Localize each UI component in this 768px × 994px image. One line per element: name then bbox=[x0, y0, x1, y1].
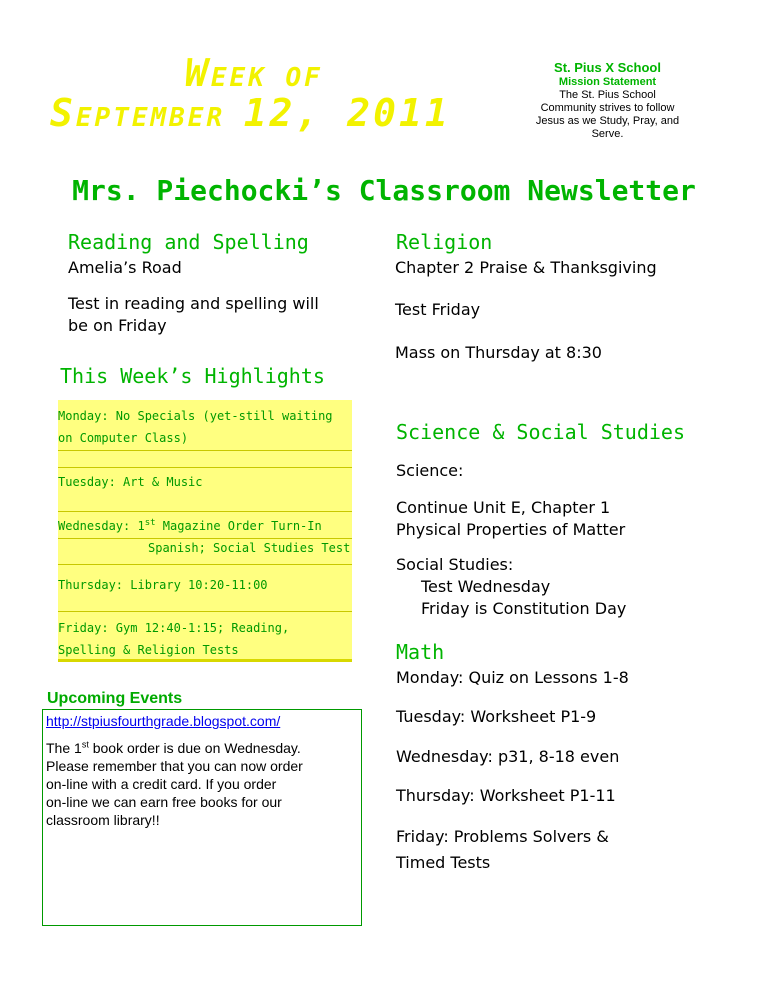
social-studies: Social Studies: Test Wednesday Friday is Constitution Day bbox=[396, 555, 627, 618]
math-tuesday: Tuesday: Worksheet P1-9 bbox=[396, 707, 597, 726]
religion-line: Chapter 2 Praise & Thanksgiving bbox=[395, 258, 657, 277]
divider bbox=[58, 564, 352, 565]
divider bbox=[58, 450, 352, 451]
blog-link[interactable]: http://stpiusfourthgrade.blogspot.com/ bbox=[46, 713, 281, 729]
highlight-thursday: Thursday: Library 10:20-11:00 bbox=[58, 578, 268, 592]
week-title-line1: WEEK OF bbox=[185, 51, 323, 95]
mission-line: Jesus as we Study, Pray, and bbox=[535, 115, 680, 127]
mission-line: Serve. bbox=[591, 128, 624, 140]
divider bbox=[58, 467, 352, 468]
mission-line: Community strives to follow bbox=[540, 102, 675, 114]
school-name: St. Pius X School bbox=[554, 60, 661, 75]
religion-line: Test Friday bbox=[395, 300, 481, 319]
mission-statement bbox=[510, 60, 705, 141]
math-friday: Friday: Problems Solvers & Timed Tests bbox=[396, 827, 609, 872]
science-unit: Continue Unit E, Chapter 1 Physical Properties of Matter bbox=[396, 498, 626, 539]
highlight-friday: Friday: Gym 12:40-1:15; Reading, Spelling & Religion Tests bbox=[58, 621, 290, 657]
religion-heading: Religion bbox=[396, 230, 493, 254]
religion-line: Mass on Thursday at 8:30 bbox=[395, 343, 602, 362]
events-box bbox=[42, 709, 362, 926]
divider bbox=[58, 659, 352, 662]
divider bbox=[58, 511, 352, 512]
reading-test: Test in reading and spelling will be on Friday bbox=[68, 294, 319, 335]
science-heading: Science & Social Studies bbox=[396, 420, 685, 444]
mission-line: The St. Pius School bbox=[559, 89, 656, 101]
mission-heading: Mission Statement bbox=[558, 76, 657, 88]
reading-story: Amelia’s Road bbox=[68, 258, 182, 277]
newsletter-title: Mrs. Piechocki’s Classroom Newsletter bbox=[72, 174, 696, 207]
science-label: Science: bbox=[396, 461, 464, 480]
math-monday: Monday: Quiz on Lessons 1-8 bbox=[396, 668, 629, 687]
highlight-tuesday: Tuesday: Art & Music bbox=[58, 475, 203, 489]
math-wednesday: Wednesday: p31, 8-18 even bbox=[396, 747, 620, 766]
math-heading: Math bbox=[396, 640, 445, 664]
highlight-monday: Monday: No Specials (yet-still waiting on Computer Class) bbox=[58, 409, 333, 445]
math-thursday: Thursday: Worksheet P1-11 bbox=[396, 786, 616, 805]
highlights-heading: This Week’s Highlights bbox=[60, 364, 325, 388]
divider bbox=[58, 538, 352, 539]
reading-heading: Reading and Spelling bbox=[68, 230, 309, 254]
events-paragraph: The 1st book order is due on Wednesday. Please remember that you can now order on-line with a credit card. If you order on-line we can earn free books for our classroom library!! bbox=[46, 739, 303, 828]
divider bbox=[58, 611, 352, 612]
highlights-box bbox=[58, 400, 352, 662]
events-heading: Upcoming Events bbox=[47, 690, 183, 707]
week-title-line2: SEPTEMBER 12, 2011 bbox=[50, 91, 451, 135]
highlight-wednesday: Wednesday: 1st Magazine Order Turn-In Spanish; Social Studies Test bbox=[58, 518, 351, 555]
